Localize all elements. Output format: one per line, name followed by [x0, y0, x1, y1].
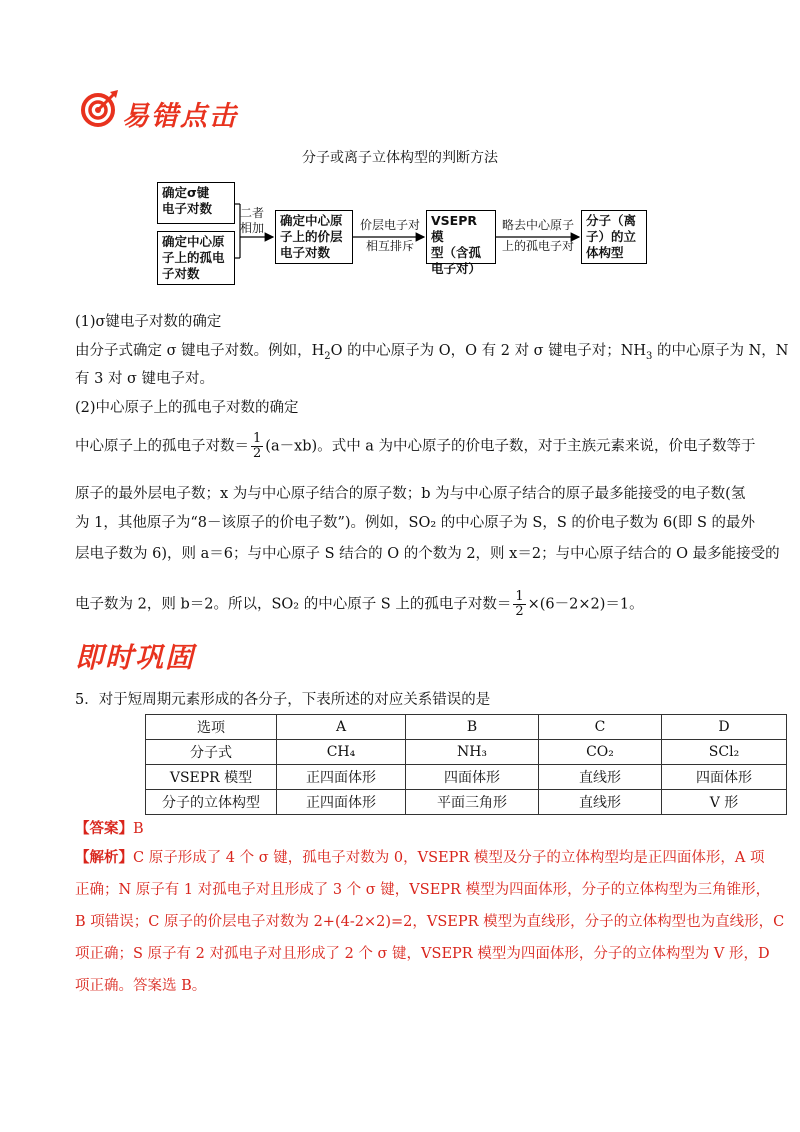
table-cell: A: [277, 715, 406, 740]
table-cell: SCl₂: [662, 740, 787, 765]
box-lone-line: 子对数: [162, 266, 200, 281]
table-cell: VSEPR 模型: [146, 765, 277, 790]
question-table: [145, 714, 787, 815]
text-run: 电子数为 2，则 b＝2。所以，SO₂ 的中心原子 S 上的孤电子对数＝: [75, 596, 512, 613]
section1-line2: 有 3 对 σ 键电子对。: [75, 371, 215, 387]
box-lone-line: 确定中心原: [162, 234, 225, 249]
table-cell: V 形: [662, 790, 787, 815]
label-repel-line: 价层电子对: [359, 218, 420, 232]
box-valence-line: 电子对数: [280, 245, 331, 260]
answer-value: B: [133, 821, 144, 837]
table-cell: 直线形: [539, 765, 662, 790]
table-cell: 分子式: [146, 740, 277, 765]
box-vsepr-line: 型（含孤: [431, 245, 482, 260]
subscript: 3: [646, 350, 653, 362]
section2-title: (2)中心原子上的孤电子对数的确定: [75, 400, 299, 416]
fraction-one-half: [513, 590, 525, 619]
analysis-text: C 原子形成了 4 个 σ 键，孤电子对数为 0，VSEPR 模型及分子的立体构型均是正四面体形，A 项: [133, 850, 765, 866]
table-cell: 正四面体形: [277, 790, 406, 815]
table-row: [146, 790, 787, 815]
fraction-denominator: 2: [253, 446, 262, 461]
table-cell: 正四面体形: [277, 765, 406, 790]
answer-line: [75, 819, 144, 839]
table-cell: 四面体形: [406, 765, 539, 790]
heading-error-prone: 易错点击: [122, 101, 238, 132]
table-cell: D: [662, 715, 787, 740]
table-cell: B: [406, 715, 539, 740]
section1-line1: [75, 341, 789, 367]
text-run: (a－xb)。式中 a 为中心原子的价电子数，对于主族元素来说，价电子数等于: [265, 438, 756, 455]
box-lone-line: 子上的孤电: [162, 250, 225, 265]
table-cell: 分子的立体构型: [146, 790, 277, 815]
text-run: 中心原子上的孤电子对数＝: [75, 438, 249, 455]
table-row: [146, 715, 787, 740]
table-cell: C: [539, 715, 662, 740]
analysis-line-1: [75, 848, 764, 868]
text-run: ×(6－2×2)＝1。: [527, 596, 644, 613]
label-omit-line: 略去中心原子: [501, 218, 574, 232]
section2-formula-line: [75, 432, 756, 461]
section1-title: (1)σ键电子对数的确定: [75, 314, 222, 330]
analysis-line-4: 项正确；S 原子有 2 对孤电子对且形成了 2 个 σ 键，VSEPR 模型为四面体形，分子的立体构型为 V 形，D: [75, 946, 770, 962]
box-shape-line: 分子（离: [586, 213, 637, 228]
fraction-numerator: 1: [515, 589, 524, 604]
table-cell: 选项: [146, 715, 277, 740]
text-run: 由分子式确定 σ 键电子对数。例如，H: [75, 343, 325, 359]
table-cell: 四面体形: [662, 765, 787, 790]
box-sigma-line: 电子对数: [162, 201, 213, 216]
box-sigma-line: 确定σ键: [162, 185, 210, 200]
table-cell: 平面三角形: [406, 790, 539, 815]
analysis-line-5: 项正确。答案选 B。: [75, 978, 207, 994]
heading-practice: 即时巩固: [75, 641, 196, 674]
analysis-label: 【解析】: [75, 849, 133, 866]
fraction-numerator: 1: [253, 431, 262, 446]
label-repel-line: 相互排斥: [365, 239, 414, 253]
label-add-line: 相加: [240, 221, 265, 235]
analysis-line-2: 正确；N 原子有 1 对孤电子对且形成了 3 个 σ 键，VSEPR 模型为四面体形，分子的立体构型为三角锥形，: [75, 882, 771, 898]
subscript: 2: [324, 350, 331, 362]
label-add-line: 二者: [240, 206, 265, 220]
table-row: [146, 740, 787, 765]
table-cell: 直线形: [539, 790, 662, 815]
box-valence-line: 子上的价层: [280, 229, 343, 244]
fraction-denominator: 2: [515, 604, 524, 619]
box-shape-line: 子）的立: [586, 229, 637, 244]
table-cell: CH₄: [277, 740, 406, 765]
diagram-title: 分子或离子立体构型的判断方法: [302, 150, 498, 166]
box-shape-line: 体构型: [586, 245, 624, 260]
analysis-line-3: B 项错误；C 原子的价层电子对数为 2+(4-2×2)=2，VSEPR 模型为直线形，分子的立体构型也为直线形，C: [75, 914, 785, 930]
text-run: O 的中心原子为 O，O 有 2 对 σ 键电子对；NH: [330, 343, 647, 359]
box-valence-line: 确定中心原: [280, 213, 343, 228]
section2-line3: 为 1，其他原子为“8－该原子的价电子数”)。例如，SO₂ 的中心原子为 S，S 的价电子数为 6(即 S 的最外: [75, 515, 756, 531]
text-run: 的中心原子为 N，N: [652, 343, 789, 359]
box-vsepr-line: VSEPR 模: [431, 213, 478, 244]
table-row: [146, 765, 787, 790]
label-omit-line: 上的孤电子对: [501, 239, 574, 253]
fraction-one-half: [251, 432, 263, 461]
section2-line5: [75, 590, 644, 619]
diagram-connectors: [0, 0, 800, 300]
section2-line2: 原子的最外层电子数；x 为与中心原子结合的原子数；b 为与中心原子结合的原子最多能接受的电子数(氢: [75, 486, 746, 502]
box-vsepr-line: 电子对）: [431, 261, 482, 276]
method-diagram: [0, 0, 800, 300]
section2-line4: 层电子数为 6)，则 a＝6；与中心原子 S 结合的 O 的个数为 2，则 x＝2；与中心原子结合的 O 最多能接受的: [75, 546, 780, 562]
table-cell: CO₂: [539, 740, 662, 765]
table-cell: NH₃: [406, 740, 539, 765]
answer-label: 【答案】: [75, 820, 133, 837]
question-stem: 5．对于短周期元素形成的各分子，下表所述的对应关系错误的是: [75, 692, 491, 708]
